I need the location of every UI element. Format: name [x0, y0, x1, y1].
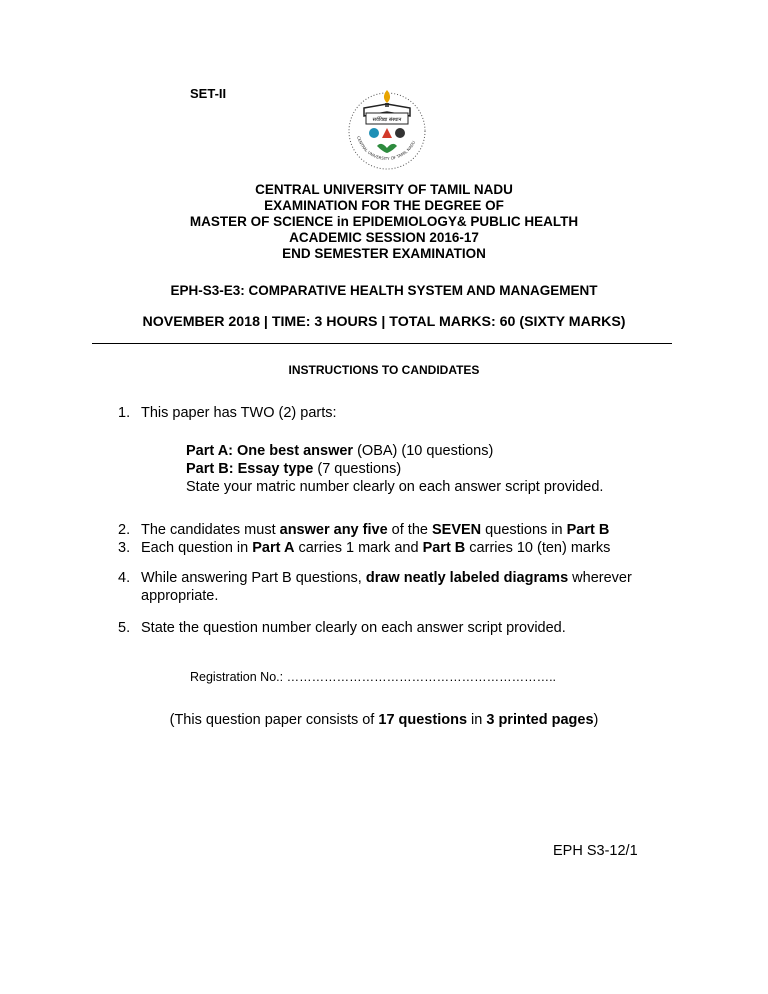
footer-code: EPH S3-12/1 — [553, 843, 638, 859]
logo-ring-text: CENTRAL UNIVERSITY OF TAMIL NADU — [355, 135, 417, 162]
course-title: EPH-S3-E3: COMPARATIVE HEALTH SYSTEM AND MANAGEMENT — [170, 283, 598, 298]
title-line: CENTRAL UNIVERSITY OF TAMIL NADU — [255, 182, 513, 197]
title-line: ACADEMIC SESSION 2016-17 — [289, 230, 479, 245]
registration-number-field: Registration No.: ……………………………………………………….. — [190, 670, 557, 684]
instructions-heading: INSTRUCTIONS TO CANDIDATES — [288, 363, 480, 377]
logo-banner-text: सर्वविद्या संस्थान — [372, 117, 402, 123]
parts-list: Part A: One best answer (OBA) (10 questions) Part B: Essay type (7 questions) State your matric number clearly on each answer script provided. — [186, 443, 604, 495]
title-line: END SEMESTER EXAMINATION — [282, 246, 486, 261]
paper-consists-note: (This question paper consists of 17 questions in 3 printed pages) — [169, 712, 599, 728]
exam-title-block — [0, 182, 768, 262]
divider-rule — [92, 343, 672, 344]
set-label: SET-II — [190, 86, 227, 101]
university-emblem-icon — [344, 86, 430, 172]
title-line: EXAMINATION FOR THE DEGREE OF — [264, 198, 504, 213]
title-line: MASTER OF SCIENCE in EPIDEMIOLOGY& PUBLIC HEALTH — [189, 214, 579, 229]
exam-timing: NOVEMBER 2018 | TIME: 3 HOURS | TOTAL MARKS: 60 (SIXTY MARKS) — [142, 314, 626, 330]
